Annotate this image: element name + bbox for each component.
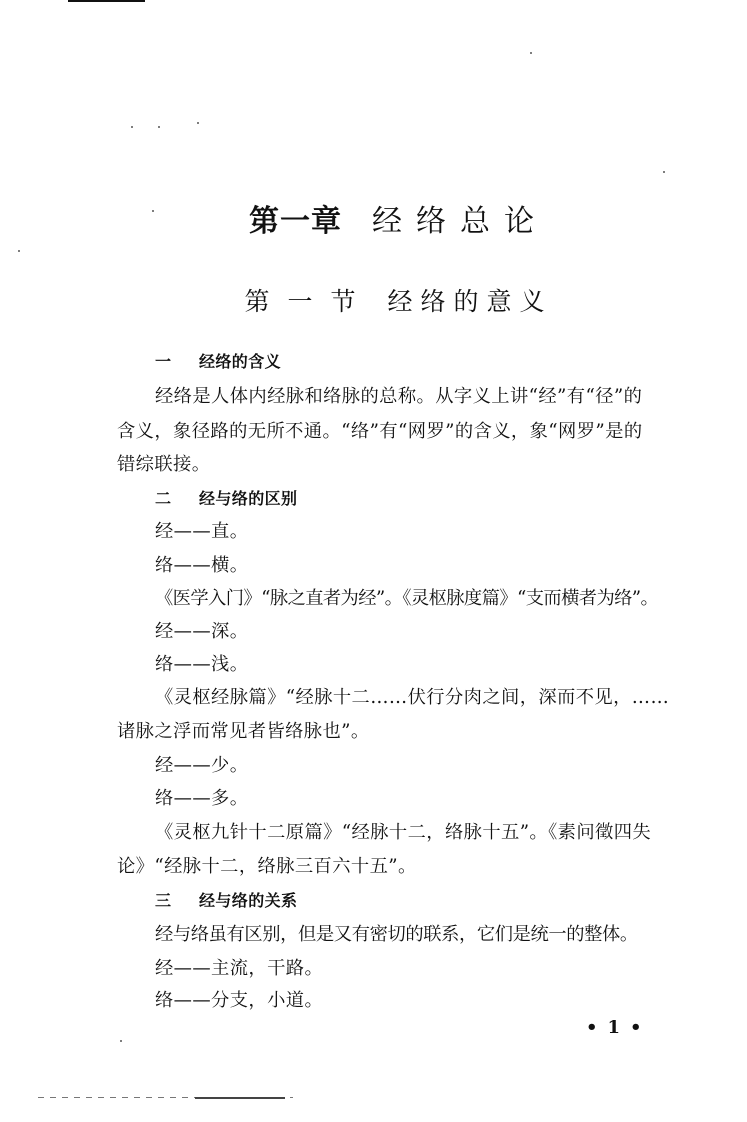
text-line: 论》“经脉十二，络脉三百六十五”。 xyxy=(117,856,417,877)
section-number: 第一节 xyxy=(244,287,374,316)
chapter-title xyxy=(0,202,747,242)
text-line: 《灵枢经脉篇》“经脉十二……伏行分肉之间，深而不见，…… xyxy=(155,687,670,708)
scan-speck xyxy=(131,126,133,128)
scan-speck xyxy=(663,171,665,173)
text-line: 经——深。 xyxy=(155,621,249,642)
scan-speck xyxy=(158,126,160,128)
page-number xyxy=(586,1017,652,1039)
section-name: 经络的意义 xyxy=(387,287,553,316)
text-line: 经与络虽有区别，但是又有密切的联系，它们是统一的整体。 xyxy=(155,924,638,945)
text-line: 络——多。 xyxy=(155,788,249,809)
subheading-text: 经与络的区别 xyxy=(199,489,298,508)
scan-speck xyxy=(152,210,154,212)
scan-speck xyxy=(197,122,199,124)
subheading-number: 二 xyxy=(155,489,172,508)
bullet-icon: • xyxy=(630,1017,652,1038)
text-line: 含义，象径路的无所不通。“络”有“网罗”的含义，象“网罗”是的 xyxy=(117,421,643,442)
text-line: 络——横。 xyxy=(155,555,249,576)
subheading-text: 经与络的关系 xyxy=(199,891,298,910)
text-line: 《医学入门》“脉之直者为经”。《灵枢脉度篇》“支而横者为络”。 xyxy=(155,588,659,609)
text-line: 络——浅。 xyxy=(155,654,249,675)
text-line: 经——直。 xyxy=(155,521,249,542)
subheading-3 xyxy=(155,889,715,913)
subheading-2 xyxy=(155,487,715,511)
text-line: 络——分支，小道。 xyxy=(155,990,324,1011)
page-number-value: 1 xyxy=(607,1017,631,1038)
scan-artifact-line xyxy=(195,1097,285,1099)
scan-speck xyxy=(120,1040,122,1042)
text-line: 错综联接。 xyxy=(117,454,211,475)
subheading-1 xyxy=(155,350,715,374)
subheading-number: 三 xyxy=(155,891,172,910)
scan-speck xyxy=(530,52,532,54)
chapter-name: 经络总论 xyxy=(372,204,548,239)
text-line: 经——少。 xyxy=(155,755,249,776)
text-line: 《灵枢九针十二原篇》“经脉十二，络脉十五”。《素问徵四失 xyxy=(155,822,652,843)
subheading-text: 经络的含义 xyxy=(199,352,282,371)
chapter-number: 第一章 xyxy=(249,204,342,239)
scan-speck xyxy=(18,250,20,252)
subheading-number: 一 xyxy=(155,352,172,371)
text-line: 经——主流，干路。 xyxy=(155,958,324,979)
scan-edge-bar xyxy=(68,0,145,2)
text-line: 诸脉之浮而常见者皆络脉也”。 xyxy=(117,721,370,742)
section-title xyxy=(0,284,747,320)
text-line: 经络是人体内经脉和络脉的总称。从字义上讲“经”有“径”的 xyxy=(155,386,643,407)
bullet-icon: • xyxy=(586,1017,608,1038)
